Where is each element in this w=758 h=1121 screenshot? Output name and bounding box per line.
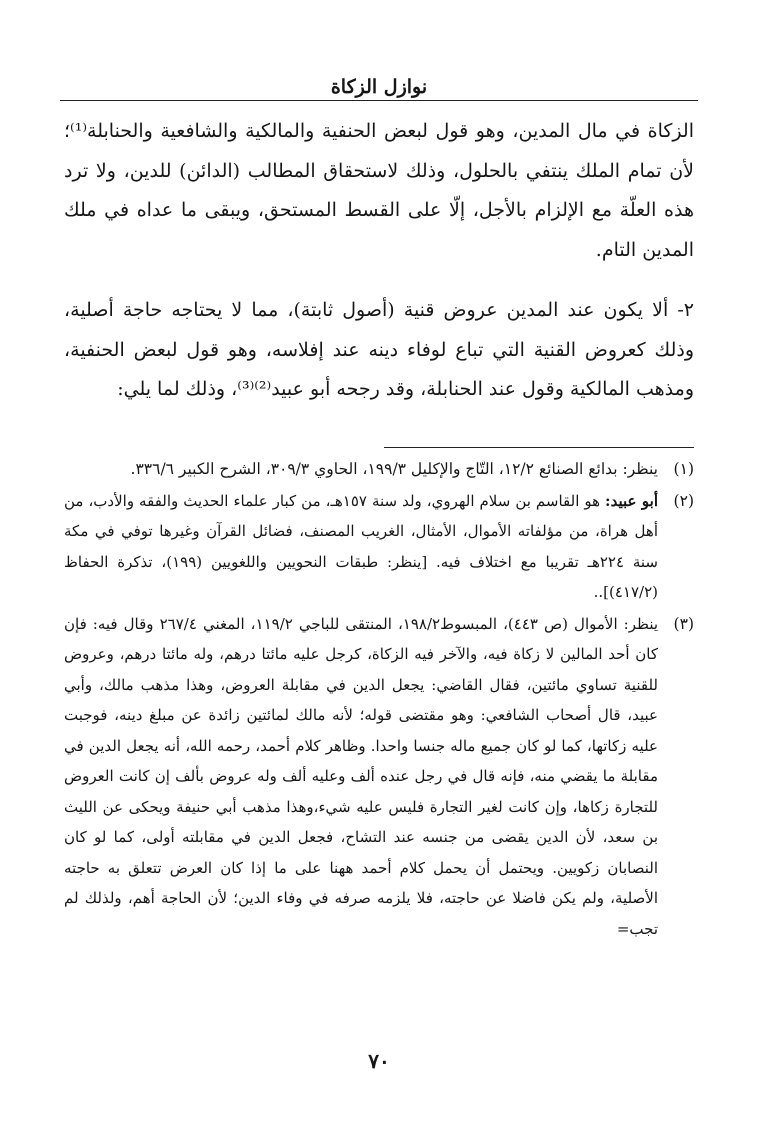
footnote bbox=[64, 454, 694, 485]
body-paragraph: ٢- ألا يكون عند المدين عروض قنية (أصول ثابتة)، مما لا يحتاجه حاجة أصلية، وذلك كعروض القنية التي تباع لوفاء دينه عند إفلاسه، وهو قول لبعض الحنفية، ومذهب المالكية وقول عند الحنابلة، وقد رجحه أبو عبيد⁽²⁾⁽³⁾، وذلك لما يلي: bbox=[64, 299, 694, 400]
footnote-number: (٢) bbox=[673, 491, 694, 510]
footnote-number: (١) bbox=[673, 460, 694, 478]
page-number: ٧٠ bbox=[368, 1049, 390, 1073]
header-rule bbox=[60, 100, 698, 101]
footnote-number: (٣) bbox=[673, 614, 694, 633]
footnote-text: ينظر: بدائع الصنائع ١٢/٢، التّاج والإكليل ١٩٩/٣، الحاوي ٣٠٩/٣، الشرح الكبير ٣٣٦/٦. bbox=[130, 460, 658, 478]
footnote-separator bbox=[384, 447, 694, 448]
footnotes bbox=[64, 454, 694, 945]
body-paragraph: الزكاة في مال المدين، وهو قول لبعض الحنفية والمالكية والشافعية والحنابلة⁽¹⁾؛ لأن تمام الملك ينتفي بالحلول، وذلك لاستحقاق المطالب (الدائن) للدين، ولا ترد هذه العلّة مع الإلزام بالأجل، إلّا على القسط المستحق، ويبقى ما عداه في ملك المدين التام. bbox=[64, 120, 694, 261]
footnote-text: هو القاسم بن سلام الهروي، ولد سنة ١٥٧هـ، من كبار علماء الحديث والفقه والأدب، من أهل هراة، من مؤلفاته الأموال، الأمثال، الغريب المصنف، فضائل القرآن وغيرها توفي في مكة سنة ٢٢٤هـ تقريبا مع اختلاف فيه. [ينظر: طبقات النحويين واللغويين (١٩٩)، تذكرة الحفاظ (٤١٧/٢)].. bbox=[64, 491, 658, 601]
main-text bbox=[64, 112, 694, 410]
footnote bbox=[64, 486, 694, 608]
footnote-body bbox=[64, 486, 658, 608]
footnote-text: ينظر: الأموال (ص ٤٤٣)، المبسوط١٩٨/٢، المنتقى للباجي ١١٩/٢، المغني ٢٦٧/٤ وقال فيه: فإن كان أحد المالين لا زكاة فيه، والآخر فيه الزكاة، كرجل عليه مائتا درهم، وله مائتا درهم، وعروض للقنية تساوي مائتين، فقال القاضي: يجعل الدين في مقابلة العروض، وهذا مذهب مالك، وأبي عبيد، قال أصحاب الشافعي: وهو مقتضى قوله؛ لأنه مالك لمائتين زائدة عن مبلغ دينه، فوجبت عليه زكاتها، كما لو كان جميع ماله جنسا واحدا. وظاهر كلام أحمد، رحمه الله، أنه يجعل الدين في مقابلة ما يقضي منه، فإنه قال في رجل عنده ألف وعليه ألف وله عروض بألف إن كانت العروض للتجارة زكاها، وإن كانت لغير التجارة فليس عليه شيء،وهذا مذهب أبي حنيفة ويحكى عن الليث بن سعد، لأن الدين يقضى من جنسه عند التشاح، فجعل الدين في مقابلته أولى، كما لو كان النصابان زكويين. ويحتمل أن يحمل كلام أحمد ههنا على ما إذا كان العرض تتعلق به حاجته الأصلية، ولم يكن فاضلا عن حاجته، فلا يلزمه صرفه في وفاء الدين؛ لأن الحاجة أهم، ولذلك لم تجب= bbox=[64, 614, 659, 938]
running-header-title: نوازل الزكاة bbox=[330, 76, 428, 98]
footnote-lead: أبو عبيد: bbox=[605, 491, 658, 510]
footnote bbox=[64, 609, 694, 945]
